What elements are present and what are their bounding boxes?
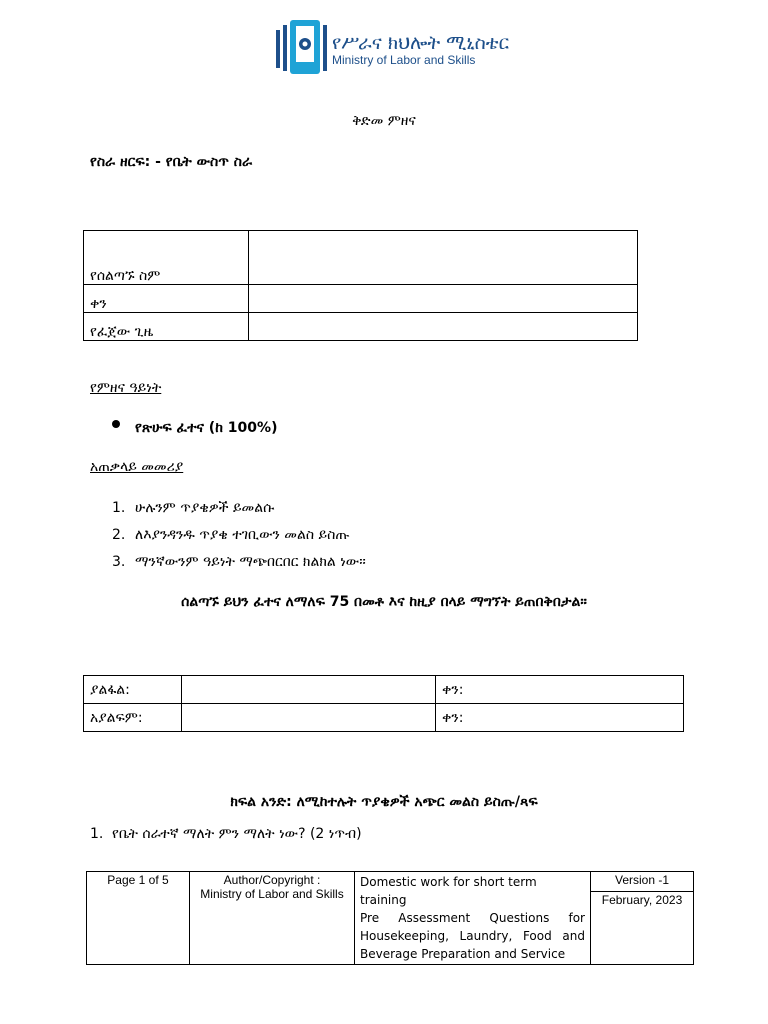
assessment-type-label: የምዘና ዓይነት [90, 380, 162, 396]
instruction-number: 2. [112, 527, 126, 543]
result-row-pass [84, 676, 684, 704]
page-number: Page 1 of 5 [107, 873, 169, 887]
info-label: የሰልጣኙ ስም [84, 231, 249, 285]
result-label: አያልፍም: [84, 704, 182, 732]
result-row-fail [84, 704, 684, 732]
result-value[interactable] [182, 676, 436, 704]
info-label: የፈጀው ጊዜ [84, 313, 249, 341]
question-number: 1. [90, 826, 104, 842]
info-value[interactable] [249, 231, 638, 285]
date-text: February, 2023 [601, 893, 683, 907]
info-label: ቀን [84, 285, 249, 313]
instruction-text: ለእያንዳንዱ ጥያቄ ተገቢውን መልስ ይስጡ [135, 527, 350, 543]
footer-date-cell [591, 892, 694, 965]
info-row-name [84, 231, 638, 285]
author-label: Author/Copyright : [223, 873, 321, 887]
info-value[interactable] [249, 313, 638, 341]
footer-table [86, 871, 694, 965]
instructions-heading: አጠቃላይ መመሪያ [90, 459, 184, 475]
part-one-heading: ክፍል አንድ: ለሚከተሉት ጥያቄዎች አጭር መልስ ይስጡ/ጻፍ [230, 794, 538, 810]
footer-page-cell [87, 872, 190, 965]
instruction-text: ማንኛውንም ዓይነት ማጭበርበር ክልክል ነው። [135, 554, 366, 570]
result-date-label[interactable]: ቀን: [436, 676, 684, 704]
pass-requirement-note: ሰልጣኙ ይህን ፈተና ለማለፍ 75 በመቶ እና ከዚያ በላይ ማግኘት ይጠበቅበታል። [181, 594, 587, 610]
result-value[interactable] [182, 704, 436, 732]
document-title: ቅድመ ምዘና [352, 113, 416, 129]
description-line1: Domestic work for short term training [360, 875, 537, 907]
info-value[interactable] [249, 285, 638, 313]
written-exam-item: የጽሁፍ ፈተና (ከ 100%) [135, 420, 278, 436]
info-row-duration [84, 313, 638, 341]
result-date-label[interactable]: ቀን: [436, 704, 684, 732]
trainee-info-table [83, 230, 638, 341]
bullet-icon [112, 420, 120, 428]
logo-amharic-text: የሥራና ክህሎት ሚኒስቴር [332, 32, 510, 54]
result-label: ያልፋል: [84, 676, 182, 704]
footer-description-cell [355, 872, 591, 965]
instruction-number: 3. [112, 554, 126, 570]
logo-english-text: Ministry of Labor and Skills [332, 53, 476, 67]
info-row-date [84, 285, 638, 313]
question-text: የቤት ሰራተኛ ማለት ምን ማለት ነው? (2 ነጥብ) [112, 826, 362, 842]
instruction-text: ሁሉንም ጥያቄዎች ይመልሱ [135, 500, 275, 516]
description-rest: Pre Assessment Questions for Housekeeping, Laundry, Food and Beverage Preparation and Service [360, 911, 585, 961]
version-text: Version -1 [614, 873, 670, 887]
instruction-number: 1. [112, 500, 126, 516]
subject-line: የስራ ዘርፍ: - የቤት ውስጥ ስራ [90, 154, 253, 170]
author-name: Ministry of Labor and Skills [200, 887, 344, 901]
result-table [83, 675, 684, 732]
footer-author-cell [190, 872, 355, 965]
footer-version-cell [591, 872, 694, 892]
